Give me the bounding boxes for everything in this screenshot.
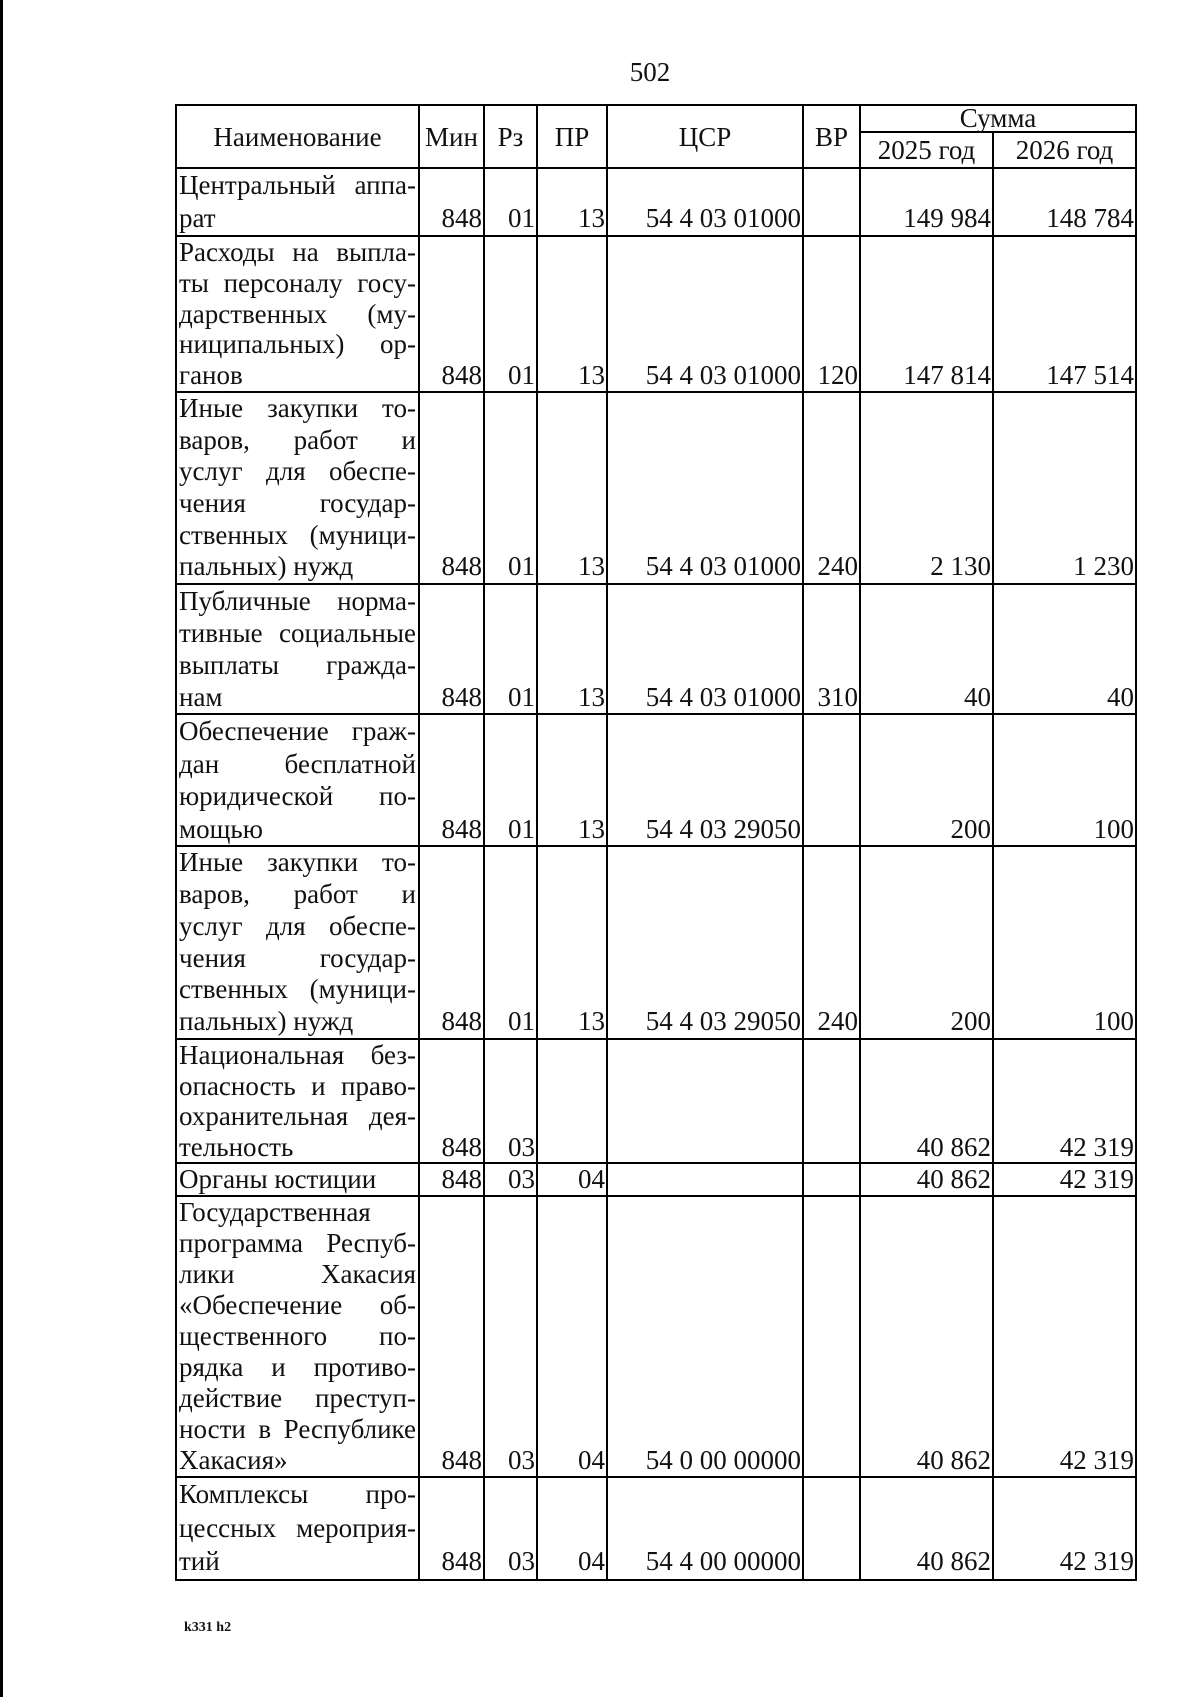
expense-type-code-cell <box>804 1164 861 1197</box>
amount-2025: 40 862 <box>916 1546 991 1577</box>
expense-type-code: 120 <box>817 360 858 391</box>
header-expense-type: ВР <box>804 106 861 169</box>
table-body <box>177 169 1137 1581</box>
item-name <box>177 169 420 237</box>
amount-2025: 40 862 <box>916 1445 991 1475</box>
ministry-code: 848 <box>441 1006 482 1037</box>
amount-2026: 42 319 <box>1059 1546 1134 1577</box>
ministry-code-cell <box>420 169 485 237</box>
header-years <box>861 133 1137 169</box>
subsection-code-cell <box>538 1164 608 1197</box>
item-name-line: услуг для обеспе- <box>179 910 416 941</box>
amount-2025: 147 814 <box>903 360 991 391</box>
target-article-code-cell <box>608 585 804 715</box>
section-code: 03 <box>508 1164 535 1194</box>
ministry-code-cell <box>420 1478 485 1581</box>
item-name-line: лики Хакасия <box>179 1259 416 1289</box>
ministry-code: 848 <box>441 1131 482 1162</box>
amount-2026: 147 514 <box>1046 360 1134 391</box>
target-article-code: 54 4 03 01000 <box>645 682 801 712</box>
amount-2026-cell <box>994 715 1137 847</box>
amount-2026-cell <box>994 1478 1137 1581</box>
amount-2026: 1 230 <box>1073 551 1134 582</box>
amount-2025: 2 130 <box>930 551 991 582</box>
subsection-code: 13 <box>578 360 605 391</box>
amount-2026-cell <box>994 237 1137 393</box>
table-row <box>177 393 1137 585</box>
page-number: 502 <box>629 57 671 87</box>
amount-2025-cell <box>861 237 994 393</box>
item-name <box>177 715 420 847</box>
table-row <box>177 847 1137 1040</box>
table-row <box>177 237 1137 393</box>
item-name-line: опасность и право- <box>179 1070 416 1101</box>
table-row <box>177 1197 1137 1478</box>
table-row <box>177 1164 1137 1197</box>
ministry-code-cell <box>420 1164 485 1197</box>
ministry-code-cell <box>420 1040 485 1164</box>
amount-2025-cell <box>861 1164 994 1197</box>
item-name-line: ности в Республике <box>179 1414 416 1444</box>
target-article-code: 54 4 03 29050 <box>645 813 801 844</box>
item-name <box>177 1164 420 1197</box>
amount-2025: 40 <box>964 682 991 712</box>
item-name-line: Органы юстиции <box>179 1164 377 1194</box>
ministry-code: 848 <box>441 1164 482 1194</box>
section-code-cell <box>485 715 538 847</box>
expense-type-code-cell <box>804 1478 861 1581</box>
item-name-line: ты персоналу госу- <box>179 267 416 298</box>
amount-2025-cell <box>861 847 994 1040</box>
target-article-code-cell <box>608 393 804 585</box>
subsection-code-cell <box>538 237 608 393</box>
section-code: 03 <box>508 1131 535 1162</box>
subsection-code: 04 <box>578 1164 605 1194</box>
amount-2025: 200 <box>950 1006 991 1037</box>
section-code-cell <box>485 393 538 585</box>
item-name-line: Иные закупки то- <box>179 847 416 878</box>
table-row <box>177 585 1137 715</box>
item-name <box>177 847 420 1040</box>
amount-2025: 40 862 <box>916 1164 991 1194</box>
item-name-line: программа Респуб- <box>179 1228 416 1258</box>
amount-2025-cell <box>861 1478 994 1581</box>
section-code-cell <box>485 1164 538 1197</box>
section-code-cell <box>485 585 538 715</box>
item-name-line: «Обеспечение об- <box>179 1290 416 1320</box>
amount-2025-cell <box>861 585 994 715</box>
section-code-cell <box>485 847 538 1040</box>
header-sum: Сумма <box>861 106 1137 133</box>
target-article-code: 54 4 03 01000 <box>645 551 801 582</box>
item-name-line: ниципальных) ор- <box>179 329 416 360</box>
item-name-line: действие преступ- <box>179 1383 416 1413</box>
item-name-line: Обеспечение граж- <box>179 716 416 746</box>
ministry-code-cell <box>420 393 485 585</box>
item-name-line: рат <box>179 203 216 233</box>
item-name <box>177 1478 420 1581</box>
section-code-cell <box>485 1197 538 1478</box>
item-name-line: цессных мероприя- <box>179 1512 416 1543</box>
ministry-code: 848 <box>441 551 482 582</box>
amount-2026: 40 <box>1107 682 1134 712</box>
ministry-code-cell <box>420 237 485 393</box>
item-name <box>177 585 420 715</box>
subsection-code: 13 <box>578 813 605 844</box>
header-subsection: ПР <box>538 106 608 169</box>
target-article-code: 54 4 03 01000 <box>645 360 801 391</box>
section-code: 01 <box>508 682 535 712</box>
amount-2026: 100 <box>1093 813 1134 844</box>
item-name <box>177 1040 420 1164</box>
header-year-2025: 2025 год <box>861 133 994 169</box>
target-article-code: 54 4 03 01000 <box>645 203 801 233</box>
ministry-code-cell <box>420 1197 485 1478</box>
item-name-line: Иные закупки то- <box>179 392 416 423</box>
amount-2026: 148 784 <box>1046 203 1134 233</box>
subsection-code-cell <box>538 847 608 1040</box>
amount-2026-cell <box>994 393 1137 585</box>
amount-2025-cell <box>861 1197 994 1478</box>
expense-type-code-cell <box>804 393 861 585</box>
amount-2026: 42 319 <box>1059 1445 1134 1475</box>
item-name-line: чения государ- <box>179 487 416 518</box>
item-name-line: щественного по- <box>179 1321 416 1351</box>
expense-type-code-cell <box>804 1040 861 1164</box>
item-name-line: нам <box>179 682 223 712</box>
section-code: 03 <box>508 1445 535 1475</box>
ministry-code: 848 <box>441 1445 482 1475</box>
table-row <box>177 1040 1137 1164</box>
section-code-cell <box>485 1478 538 1581</box>
item-name-line: чения государ- <box>179 942 416 973</box>
ministry-code: 848 <box>441 360 482 391</box>
item-name-line: Публичные норма- <box>179 586 416 616</box>
header-sum-group <box>861 103 1137 169</box>
subsection-code: 13 <box>578 1006 605 1037</box>
target-article-code-cell <box>608 1040 804 1164</box>
amount-2025-cell <box>861 1040 994 1164</box>
item-name-line: Центральный аппа- <box>179 170 416 200</box>
expense-type-code-cell <box>804 847 861 1040</box>
item-name-line: дан бесплатной <box>179 748 416 779</box>
item-name-line: выплаты гражда- <box>179 650 416 680</box>
item-name-line: Расходы на выпла- <box>179 237 416 268</box>
subsection-code: 04 <box>578 1546 605 1577</box>
table-row <box>177 1478 1137 1581</box>
subsection-code-cell <box>538 1197 608 1478</box>
table-row <box>177 715 1137 847</box>
header-target-article: ЦСР <box>608 106 804 169</box>
section-code: 01 <box>508 1006 535 1037</box>
section-code: 01 <box>508 551 535 582</box>
target-article-code-cell <box>608 1478 804 1581</box>
item-name-line: Комплексы про- <box>179 1478 416 1509</box>
subsection-code-cell <box>538 169 608 237</box>
amount-2026-cell <box>994 1197 1137 1478</box>
expense-type-code: 240 <box>817 1006 858 1037</box>
budget-table <box>175 104 1137 1581</box>
section-code-cell <box>485 169 538 237</box>
footer-code: k331 h2 <box>184 1620 232 1635</box>
item-name-line: Национальная без- <box>179 1040 416 1070</box>
amount-2026: 42 319 <box>1059 1131 1134 1162</box>
item-name-line: ственных (муници- <box>179 974 416 1005</box>
amount-2026-cell <box>994 1040 1137 1164</box>
expense-type-code: 310 <box>817 682 858 712</box>
ministry-code: 848 <box>441 1546 482 1577</box>
item-name <box>177 237 420 393</box>
header-name: Наименование <box>177 106 420 169</box>
item-name-line: варов, работ и <box>179 424 416 455</box>
item-name-line: дарственных (му- <box>179 298 416 329</box>
expense-type-code-cell <box>804 237 861 393</box>
amount-2026-cell <box>994 169 1137 237</box>
item-name-line: пальных) нужд <box>179 551 354 582</box>
ministry-code-cell <box>420 585 485 715</box>
scan-edge <box>0 0 3 1697</box>
header-year-2026: 2026 год <box>994 133 1137 169</box>
expense-type-code-cell <box>804 715 861 847</box>
item-name-line: тий <box>179 1546 220 1577</box>
subsection-code: 13 <box>578 203 605 233</box>
item-name-line: услуг для обеспе- <box>179 456 416 487</box>
section-code: 01 <box>508 360 535 391</box>
amount-2026: 42 319 <box>1059 1164 1134 1194</box>
ministry-code-cell <box>420 715 485 847</box>
ministry-code-cell <box>420 847 485 1040</box>
target-article-code-cell <box>608 1164 804 1197</box>
amount-2025: 200 <box>950 813 991 844</box>
item-name-line: ственных (муници- <box>179 519 416 550</box>
target-article-code: 54 4 00 00000 <box>645 1546 801 1577</box>
header-ministry: Мин <box>420 106 485 169</box>
table-row <box>177 169 1137 237</box>
subsection-code-cell <box>538 1478 608 1581</box>
target-article-code: 54 4 03 29050 <box>645 1006 801 1037</box>
target-article-code: 54 0 00 00000 <box>645 1445 801 1475</box>
target-article-code-cell <box>608 169 804 237</box>
expense-type-code: 240 <box>817 551 858 582</box>
expense-type-code-cell <box>804 1197 861 1478</box>
amount-2026-cell <box>994 1164 1137 1197</box>
subsection-code-cell <box>538 585 608 715</box>
section-code: 03 <box>508 1546 535 1577</box>
amount-2026: 100 <box>1093 1006 1134 1037</box>
subsection-code: 13 <box>578 551 605 582</box>
amount-2025-cell <box>861 715 994 847</box>
item-name-line: Хакасия» <box>179 1445 288 1475</box>
item-name-line: пальных) нужд <box>179 1006 354 1037</box>
section-code-cell <box>485 237 538 393</box>
header-section: Рз <box>485 106 538 169</box>
subsection-code: 04 <box>578 1445 605 1475</box>
item-name-line: Государственная <box>179 1197 371 1227</box>
section-code: 01 <box>508 203 535 233</box>
section-code-cell <box>485 1040 538 1164</box>
ministry-code: 848 <box>441 203 482 233</box>
expense-type-code-cell <box>804 169 861 237</box>
amount-2026-cell <box>994 847 1137 1040</box>
item-name-line: охранительная дея- <box>179 1101 416 1131</box>
amount-2026-cell <box>994 585 1137 715</box>
subsection-code-cell <box>538 1040 608 1164</box>
table-header <box>177 103 1137 169</box>
item-name-line: юридической по- <box>179 781 416 811</box>
target-article-code-cell <box>608 715 804 847</box>
target-article-code-cell <box>608 847 804 1040</box>
subsection-code-cell <box>538 393 608 585</box>
amount-2025-cell <box>861 169 994 237</box>
ministry-code: 848 <box>441 813 482 844</box>
subsection-code-cell <box>538 715 608 847</box>
item-name-line: мощью <box>179 813 263 844</box>
item-name-line: ганов <box>179 360 243 391</box>
section-code: 01 <box>508 813 535 844</box>
amount-2025: 40 862 <box>916 1131 991 1162</box>
item-name-line: рядка и противо- <box>179 1352 416 1382</box>
item-name <box>177 1197 420 1478</box>
amount-2025: 149 984 <box>903 203 991 233</box>
item-name-line: тивные социальные <box>179 618 416 648</box>
item-name <box>177 393 420 585</box>
amount-2025-cell <box>861 393 994 585</box>
target-article-code-cell <box>608 237 804 393</box>
item-name-line: тельность <box>179 1131 294 1162</box>
ministry-code: 848 <box>441 682 482 712</box>
target-article-code-cell <box>608 1197 804 1478</box>
subsection-code: 13 <box>578 682 605 712</box>
item-name-line: варов, работ и <box>179 878 416 909</box>
expense-type-code-cell <box>804 585 861 715</box>
